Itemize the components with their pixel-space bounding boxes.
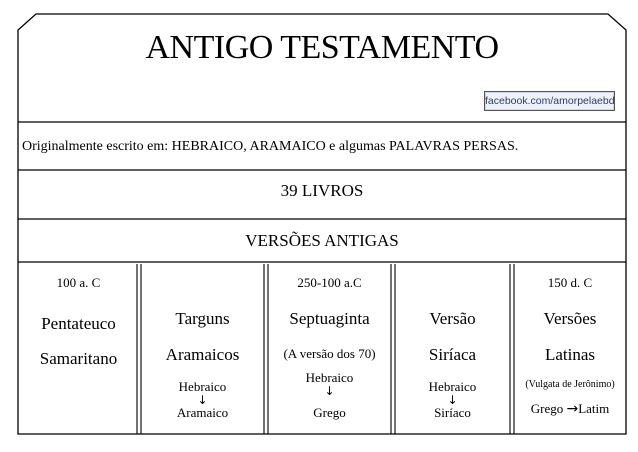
target-language: Latim — [578, 401, 610, 416]
original-languages-text: Originalmente escrito em: HEBRAICO, ARAMAICO e algumas PALAVRAS PERSAS. — [22, 139, 519, 154]
version-name: Siríaca — [428, 345, 477, 364]
version-name: Latinas — [544, 345, 596, 364]
date-label: 100 a. C — [56, 275, 101, 290]
date-label: 150 d. C — [547, 275, 593, 290]
page-title: ANTIGO TESTAMENTO — [145, 29, 499, 66]
target-language: Siríaco — [434, 405, 471, 420]
version-name: Septuaginta — [289, 309, 370, 328]
down-arrow-icon: ↓ — [447, 393, 458, 407]
source-language: Hebraico — [178, 379, 227, 394]
target-language: Grego — [313, 405, 346, 420]
down-arrow-icon: ↓ — [324, 384, 335, 398]
right-arrow-icon: → — [566, 401, 579, 417]
version-name: Aramaicos — [165, 345, 240, 364]
version-name: Versões — [543, 309, 597, 328]
target-language: Aramaico — [176, 405, 229, 420]
version-name: Targuns — [175, 309, 230, 328]
version-name: Versão — [429, 309, 476, 328]
translation-path — [514, 401, 626, 417]
book-count: 39 LIVROS — [280, 181, 364, 200]
version-name: Samaritano — [39, 349, 118, 368]
source-language: Grego — [530, 401, 564, 416]
version-note: (Vulgata de Jerônimo) — [525, 379, 615, 390]
version-name: Pentateuco — [41, 314, 116, 333]
down-arrow-icon: ↓ — [197, 393, 208, 407]
version-subtitle: (A versão dos 70) — [283, 346, 376, 361]
source-language: Hebraico — [305, 370, 354, 385]
facebook-badge: facebook.com/amorpelaebd — [484, 91, 615, 111]
date-label: 250-100 a.C — [297, 275, 362, 290]
source-language: Hebraico — [428, 379, 477, 394]
ancient-versions-heading: VERSÕES ANTIGAS — [245, 231, 399, 250]
